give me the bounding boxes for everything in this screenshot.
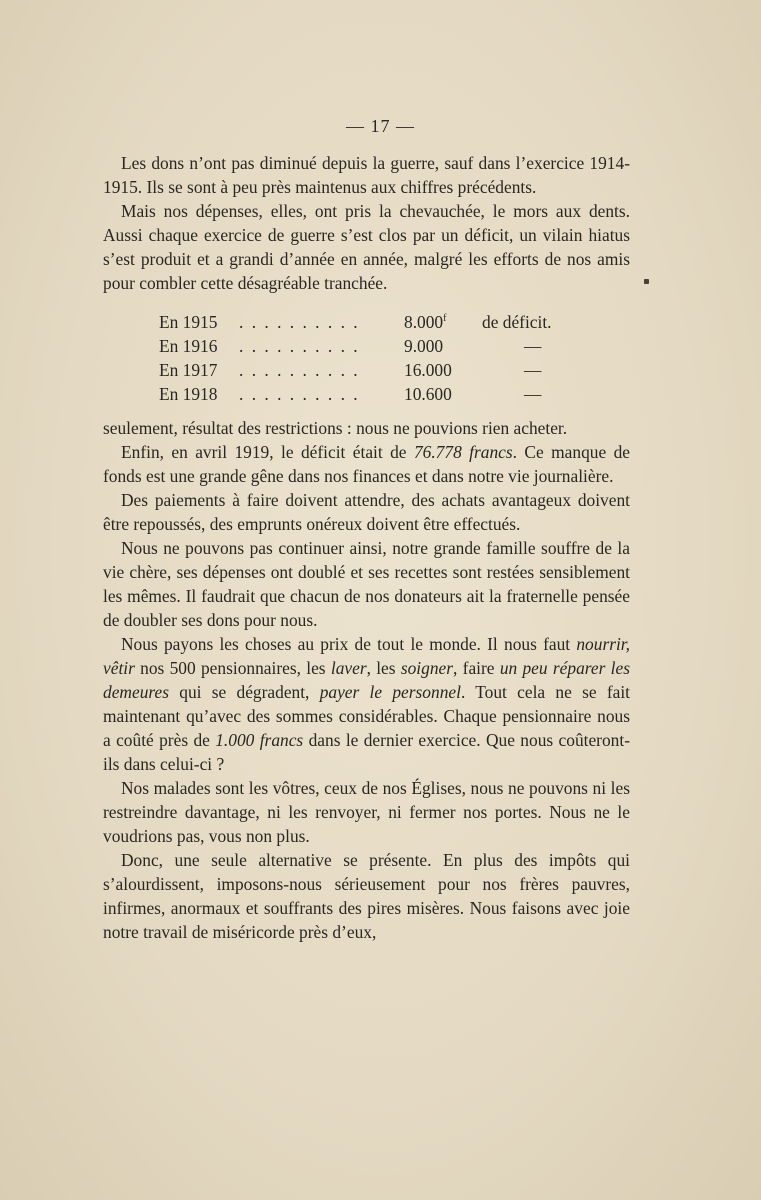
paragraph-paiements: Des paiements à faire doivent attendre, des achats avantageux doivent être repoussés, des emprunts onéreux doivent être effectués. xyxy=(103,489,630,534)
paragraph-malades: Nos malades sont les vôtres, ceux de nos Églises, nous ne pouvons ni les restreindre davantage, ni les renvoyer, ni fermer nos portes. Nous ne le voudrions pas, vous non plus. xyxy=(103,777,630,846)
deficit-year: En 1917 xyxy=(159,359,218,380)
text-run: Enfin, en avril 1919, le déficit était de xyxy=(121,441,414,462)
leader-dots: . . . . . . . . . . xyxy=(239,311,360,332)
deficit-amount-value: 8.000 xyxy=(404,311,444,332)
text-run: Nous payons les choses au prix de tout le monde. Il nous faut xyxy=(121,633,577,654)
deficit-note: de déficit. xyxy=(482,311,552,332)
italic-run: payer le personnel xyxy=(319,681,461,702)
deficit-year: En 1915 xyxy=(159,311,218,332)
paragraph-depenses: Mais nos dépenses, elles, ont pris la chevauchée, le mors aux dents. Aussi chaque exercice de guerre s’est clos par un déficit, un vilain hiatus s’est produit et a grandi d’année en année, malgré les efforts de nos amis pour combler cette désagréable tranchée. xyxy=(103,201,630,293)
deficit-row xyxy=(159,334,552,358)
body-text xyxy=(103,151,630,944)
deficit-table xyxy=(159,307,552,406)
italic-run: laver xyxy=(330,657,367,678)
franc-superscript: f xyxy=(443,313,447,324)
deficit-amount: 9.000 xyxy=(404,335,444,356)
ink-mark xyxy=(644,279,649,284)
deficit-year: En 1916 xyxy=(159,335,218,356)
leader-dots: . . . . . . . . . . xyxy=(239,383,360,404)
text-run: qui se dégradent, xyxy=(169,681,320,702)
deficit-note: — xyxy=(524,383,542,404)
italic-run: un peu réparer les demeures xyxy=(103,657,630,702)
deficit-note: — xyxy=(524,335,542,356)
deficit-row xyxy=(159,307,552,334)
text-run: , faire xyxy=(453,657,500,678)
text-run: nos 500 pensionnaires, les xyxy=(134,657,331,678)
italic-run: soigner xyxy=(400,657,454,678)
deficit-row xyxy=(159,382,552,406)
text-run: . Tout cela ne se fait maintenant qu’avec des sommes considérables. Chaque pensionnaire nous a coûté près de xyxy=(103,681,630,750)
italic-run: 1.000 francs xyxy=(215,729,304,750)
paragraph-dons: Les dons n’ont pas diminué depuis la guerre, sauf dans l’exercice 1914-1915. Ils se sont à peu près maintenus aux chiffres précédents. xyxy=(103,153,630,197)
leader-dots: . . . . . . . . . . xyxy=(239,335,360,356)
text-run: dans le dernier exercice. Que nous coûteront-ils dans celui-ci ? xyxy=(103,729,630,774)
leader-dots: . . . . . . . . . . xyxy=(239,359,360,380)
paragraph-payons xyxy=(103,632,630,776)
deficit-year: En 1918 xyxy=(159,383,218,404)
paragraph-restrictions: seulement, résultat des restrictions : nous ne pouvions rien acheter. xyxy=(103,417,568,438)
deficit-amount: 10.600 xyxy=(404,383,452,404)
paragraph-continuer: Nous ne pouvons pas continuer ainsi, notre grande famille souffre de la vie chère, ses dépenses ont doublé et ses recettes sont restées sensiblement les mêmes. Il faudrait que chacun de nos donateurs ait la fraternelle pensée de doubler ses dons pour nous. xyxy=(103,537,630,630)
italic-run: nourrir, vêtir xyxy=(103,633,630,678)
paragraph-enfin xyxy=(103,440,630,488)
deficit-row xyxy=(159,358,552,382)
text-run: . Ce manque de fonds est une grande gêne dans nos finances et dans notre vie journalière. xyxy=(103,441,630,486)
paragraph-donc: Donc, une seule alternative se présente. En plus des impôts qui s’alourdissent, imposons-nous sérieusement pour nos frères pauvres, infirmes, anormaux et souffrants des pires misères. Nous faisons avec joie notre travail de miséricorde près d’eux, xyxy=(103,849,630,942)
text-run: , les xyxy=(366,657,401,678)
deficit-amount: 16.000 xyxy=(404,359,452,380)
deficit-note: — xyxy=(524,359,542,380)
deficit-amount xyxy=(404,307,476,334)
italic-amount: 76.778 francs xyxy=(413,441,513,462)
page-number: — 17 — xyxy=(346,116,415,136)
